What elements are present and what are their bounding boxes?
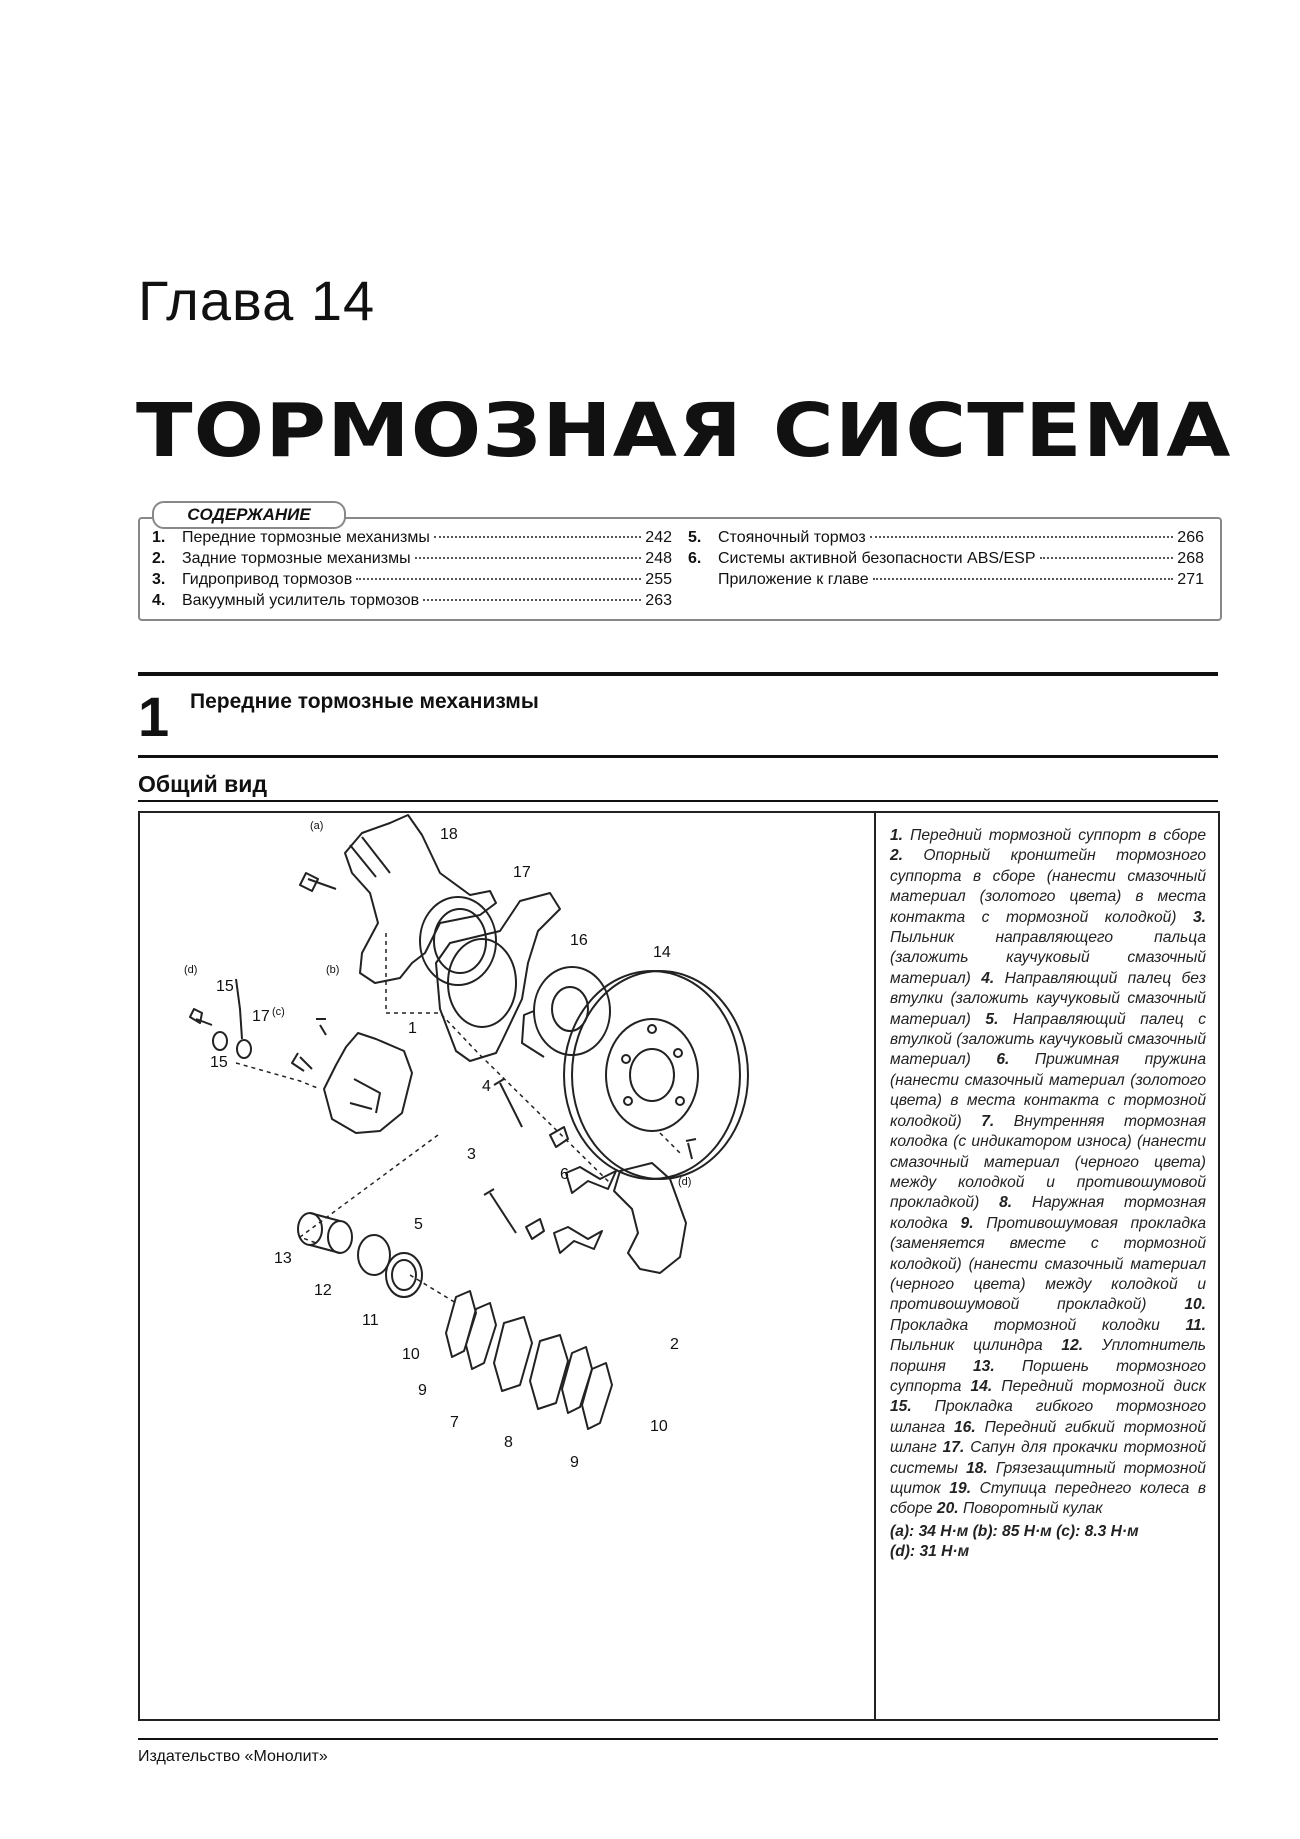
legend-item-number: 10. [1184, 1296, 1206, 1314]
callout-1: 1 [408, 1020, 417, 1037]
callout-4: 4 [482, 1078, 491, 1095]
toc-entry-number: 1. [152, 529, 166, 546]
torque-tag-c-bleeder: (c) [272, 1006, 285, 1018]
toc-entry [152, 529, 672, 550]
toc-leader-dots [1040, 557, 1174, 559]
callout-18: 17 [513, 864, 531, 881]
outer-pad-drawing [530, 1335, 568, 1409]
legend-item-text: Опорный кронштейн тормозного суппорта в сборе (нанести смазочный материал (золотого цвета) в места контакта с тормозной колодкой) [890, 847, 1206, 926]
legend-item-text: Направляющий палец с втулкой (заложить каучуковый смазочный материал) [890, 1010, 1207, 1069]
toc-leader-dots [423, 599, 641, 601]
legend-item-number: 18. [966, 1459, 988, 1477]
toc-entry-page: 255 [645, 571, 672, 588]
legend-item-text: Грязезащитный тормозной щиток [890, 1459, 1206, 1497]
torque-tag-d-disc: (d) [678, 1176, 692, 1188]
toc-entry-title: Вакуумный усилитель тормозов [182, 592, 420, 609]
toc-entry [152, 550, 672, 571]
figure-divider [874, 811, 876, 1719]
toc-entry-page: 248 [645, 550, 672, 567]
legend-item-number: 20. [936, 1500, 959, 1518]
torque-tag-d-hose: (d) [184, 964, 198, 976]
piston-drawing [298, 1213, 352, 1253]
legend-item-text: Прокладка гибкого тормозного шланга [890, 1398, 1206, 1436]
callout-14: 14 [653, 944, 671, 961]
section-title: Передние тормозные механизмы [190, 690, 539, 713]
guide-pin-5-drawing [484, 1189, 516, 1233]
legend-item-number: 14. [970, 1377, 993, 1395]
assembly-lines [236, 933, 680, 1303]
toc-entry [152, 592, 672, 613]
legend-item-text: Поворотный кулак [958, 1500, 1103, 1518]
toc-entry-number: 4. [152, 592, 166, 609]
piston-seal-drawing [358, 1235, 390, 1275]
legend-text [890, 826, 1206, 1520]
footer-rule [138, 1738, 1218, 1740]
caliper-bolt-drawing [316, 1019, 326, 1035]
legend-item-text: Внутренняя тормозная колодка (с индикатором износа) (нанести смазочный материал (черного цвета) между колодкой и противошумовой прокладкой) [890, 1112, 1207, 1212]
toc-heading: СОДЕРЖАНИЕ [152, 501, 346, 529]
callout-9-outer: 9 [570, 1454, 579, 1471]
legend-item-number: 4. [981, 969, 995, 987]
legend-item-number: 7. [981, 1112, 995, 1130]
callout-15: 15 [210, 1054, 228, 1071]
wheel-hub-drawing [522, 967, 610, 1057]
torque-tag-a-knuckle: (a) [310, 820, 324, 832]
legend-item-number: 3. [1192, 908, 1206, 926]
callout-19: 16 [570, 932, 588, 949]
disc-screw-drawing [686, 1139, 696, 1159]
toc-entry-number: 5. [688, 529, 702, 546]
toc-entry-page: 263 [645, 592, 672, 609]
toc-leader-dots [873, 578, 1174, 580]
knuckle-bolt-drawing [300, 873, 336, 891]
caliper-drawing [324, 1033, 412, 1133]
legend-item-number: 2. [890, 847, 904, 865]
toc-entry-title: Передние тормозные механизмы [182, 529, 430, 546]
callout-16: 15 [216, 978, 234, 995]
legend-item-text: Наружная тормозная колодка [890, 1194, 1207, 1232]
brake-disc-drawing [564, 971, 748, 1179]
brake-hose-drawing [236, 979, 242, 1039]
pad-spring-lower-drawing [554, 1227, 602, 1253]
toc-entry [152, 571, 672, 592]
legend-item-text: Уплотнитель поршня [890, 1337, 1206, 1375]
torque-key: (d): [890, 1543, 916, 1561]
legend-item-number: 12. [1061, 1337, 1084, 1355]
chapter-title: ТОРМОЗНАЯ СИСТЕМА [136, 388, 1232, 474]
toc-entry [688, 571, 1204, 592]
subsection-title: Общий вид [138, 771, 268, 797]
legend-item-text: Пыльник цилиндра [890, 1337, 1062, 1355]
shim-10-outer-drawing [582, 1363, 612, 1429]
legend-item-text: Сапун для прокачки тормозной системы [890, 1439, 1206, 1477]
toc-left-column [152, 529, 672, 613]
legend-item-text: Передний гибкий тормозной шланг [890, 1418, 1207, 1457]
footer-publisher: Издательство «Монолит» [138, 1748, 328, 1765]
torque-value: 34 Н·м [914, 1522, 973, 1540]
callout-8: 8 [504, 1434, 513, 1451]
toc-entry-page: 268 [1177, 550, 1204, 567]
legend-item-text: Передний тормозной диск [992, 1377, 1206, 1395]
chapter-label: Глава 14 [138, 269, 376, 332]
guide-pin-4-drawing [494, 1079, 522, 1127]
legend-item-number: 13. [972, 1357, 995, 1375]
callout-3: 3 [467, 1146, 476, 1163]
legend-item-number: 17. [942, 1439, 965, 1457]
legend-item-text: Прокладка тормозной колодки [890, 1316, 1186, 1334]
toc-entry-title: Системы активной безопасности ABS/ESP [718, 550, 1036, 567]
callout-9-inner: 9 [418, 1382, 427, 1399]
callout-11: 11 [362, 1312, 379, 1329]
legend-item-number: 9. [960, 1214, 974, 1232]
legend-item-text: Ступица переднего колеса в сборе [890, 1480, 1206, 1518]
torque-value: 8.3 Н·м [1080, 1522, 1139, 1540]
toc-leader-dots [870, 536, 1174, 538]
callout-20: 18 [440, 826, 458, 843]
callout-5: 5 [414, 1216, 423, 1233]
callout-2: 2 [670, 1336, 679, 1353]
table-of-contents [138, 517, 1222, 621]
toc-entry-title: Гидропривод тормозов [182, 571, 353, 588]
toc-entry-page: 266 [1177, 529, 1204, 546]
torque-specs [890, 1522, 1206, 1563]
section-bottom-rule [138, 755, 1218, 758]
legend-item-text: Прижимная пружина (нанести смазочный материал (золотого цвета) в места контакта с тормозной колодкой) [890, 1051, 1206, 1130]
legend-item-number: 8. [999, 1194, 1013, 1212]
torque-tag-b-caliper: (b) [326, 964, 340, 976]
callout-17: 17 [252, 1008, 270, 1025]
toc-right-column [688, 529, 1204, 592]
callout-7: 7 [450, 1414, 459, 1431]
torque-value: 85 Н·м [997, 1522, 1057, 1540]
torque-value: 31 Н·м [915, 1543, 970, 1561]
legend-item-text: Направляющий палец без втулки (заложить каучуковый смазочный материал) [890, 969, 1207, 1028]
inner-pad-drawing [494, 1317, 532, 1391]
pin-boot-drawing [550, 1127, 568, 1147]
legend-item-number: 11. [1185, 1316, 1206, 1334]
legend-item-text: Поршень тормозного суппорта [890, 1357, 1206, 1395]
section-number: 1 [138, 685, 170, 748]
toc-entry-number: 2. [152, 550, 166, 567]
callout-13: 13 [274, 1250, 292, 1267]
legend-item-text: Пыльник направляющего пальца (заложить каучуковый смазочный материал) [890, 929, 1206, 987]
legend-item-number: 15. [890, 1398, 912, 1416]
steering-knuckle-drawing [345, 815, 496, 985]
toc-entry-page: 242 [645, 529, 672, 546]
legend-item-number: 6. [996, 1051, 1010, 1069]
toc-entry-page: 271 [1177, 571, 1204, 588]
brake-exploded-diagram [140, 813, 872, 1715]
toc-entry-title: Приложение к главе [718, 571, 869, 588]
pad-spring-upper-drawing [566, 1167, 616, 1193]
callout-6: 6 [560, 1166, 569, 1183]
callout-10-inner: 10 [402, 1346, 420, 1363]
toc-entry-number: 6. [688, 550, 702, 567]
subsection-rule [138, 800, 1218, 802]
toc-entry-title: Стояночный тормоз [718, 529, 866, 546]
callout-12: 12 [314, 1282, 332, 1299]
torque-key: (c): [1056, 1522, 1081, 1540]
callout-10-outer: 10 [650, 1418, 668, 1435]
toc-entry [688, 550, 1204, 571]
toc-entry [688, 529, 1204, 550]
legend-item-number: 19. [949, 1480, 972, 1497]
legend-item-text: Противошумовая прокладка (заменяется вместе с тормозной колодкой) (нанести смазочный материал (черного цвета) между колодкой и противошумовой прокладкой) [890, 1214, 1206, 1314]
bleeder-drawing [292, 1053, 312, 1071]
toc-entry-title: Задние тормозные механизмы [182, 550, 411, 567]
legend-item-number: 5. [985, 1010, 999, 1028]
legend-item-text: Передний тормозной суппорт в сборе [903, 827, 1206, 844]
torque-key: (a): [890, 1522, 915, 1540]
toc-leader-dots [356, 578, 641, 580]
figure-legend [890, 826, 1206, 1563]
toc-leader-dots [434, 536, 641, 538]
torque-key: (b): [972, 1522, 998, 1540]
toc-entry-number: 3. [152, 571, 166, 588]
shim-9-inner-drawing [466, 1303, 496, 1369]
legend-item-number: 16. [954, 1418, 976, 1436]
hose-bolt-drawing [190, 1009, 212, 1025]
hose-gasket-drawing [213, 1032, 227, 1050]
section-top-rule [138, 672, 1218, 676]
legend-item-number: 1. [890, 827, 904, 844]
toc-leader-dots [415, 557, 642, 559]
